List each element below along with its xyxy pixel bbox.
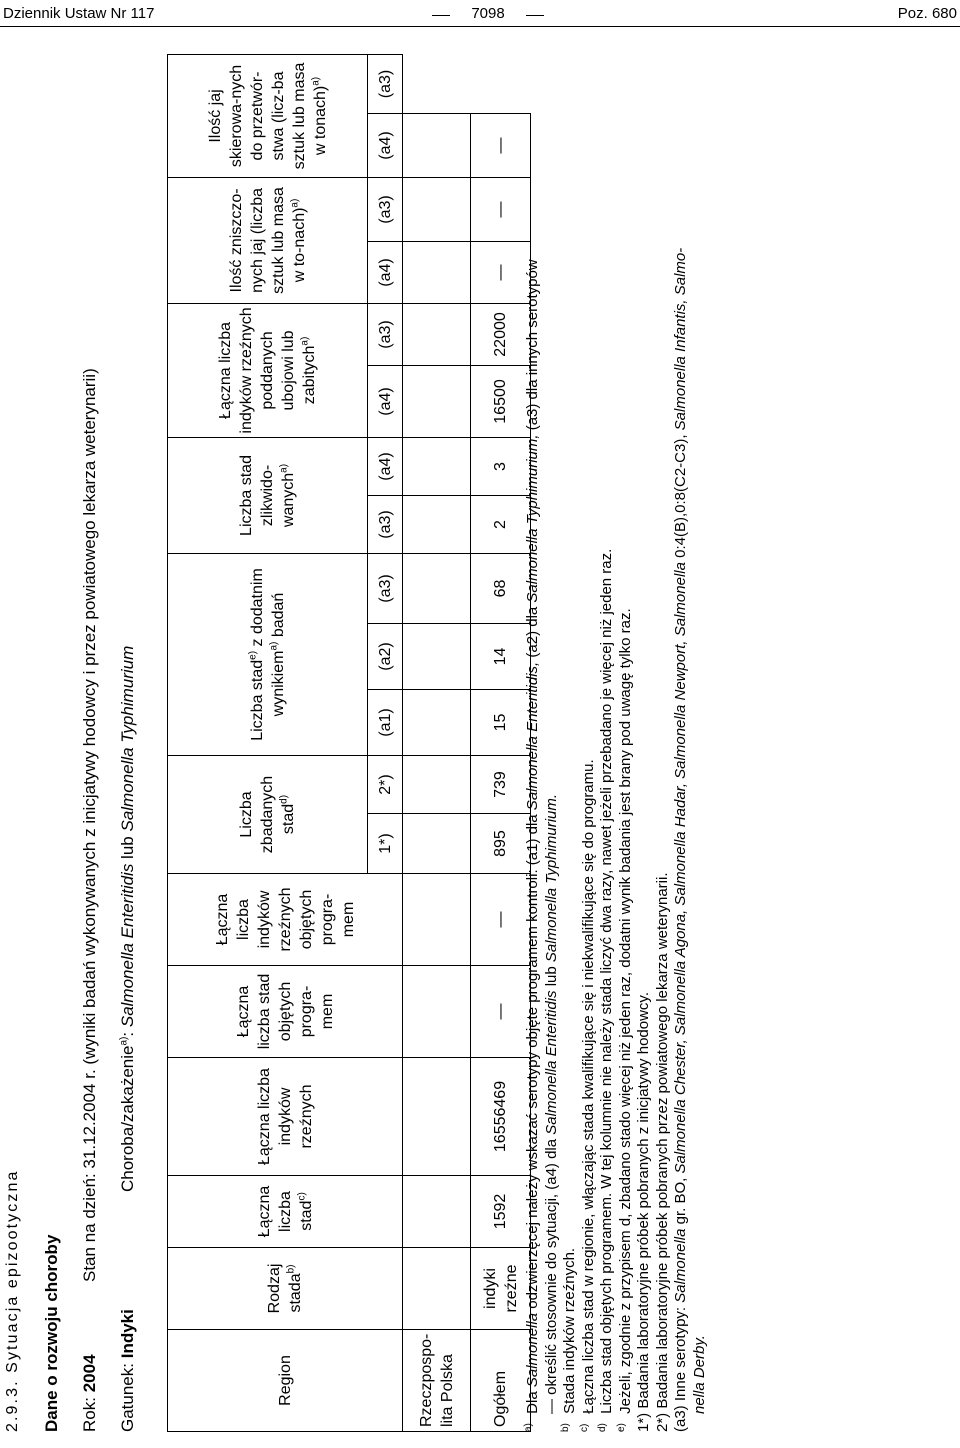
row-stad-objetych (403, 966, 471, 1058)
col-header-skierowanych: Ilość jaj skierowa-nych do przetwór-stwa (licz-ba sztuk lub masa w tonach)$^{a)}$ (168, 55, 368, 178)
section-title: 2.9.3. Sytuacja epizootyczna (4, 1169, 21, 1432)
row-indykow-objetych: — (471, 874, 531, 966)
header-rule (0, 26, 960, 27)
row-region: Ogółem (471, 1330, 531, 1432)
row-region: Rzeczpospo-lita Polska (403, 1330, 471, 1432)
header-row (168, 55, 368, 1432)
footnote-a3-continued: nella Derby. (690, 1335, 708, 1414)
position-number: Poz. 680 (897, 5, 957, 22)
subheader-cell: (a1) (368, 690, 403, 756)
section-subtitle: Dane o rozwoju choroby (42, 1234, 61, 1432)
status-text: Stan na dzień: 31.12.2004 r. (wyniki badań wykonywanych z inicjatywy hodowcy i przez powiatowego lekarza weterynarii) (80, 368, 99, 1282)
row-value: 739 (471, 756, 531, 814)
footnote-b: $^{b)}$ Stada indyków rzeźnych. (560, 1247, 578, 1432)
table-row (471, 55, 531, 1432)
row-value (403, 437, 471, 495)
journal-title: Dziennik Ustaw Nr 117 (3, 5, 155, 22)
subheader-cell: (a3) (368, 303, 403, 365)
subheader-cell: (a2) (368, 624, 403, 690)
row-value (403, 553, 471, 623)
footnote-1: 1*) Badania laboratoryjne próbek pobranych z inicjatywy hodowcy. (635, 992, 652, 1432)
row-value (403, 495, 471, 553)
footnote-d: $^{d)}$ Liczba stad objętych programem. W tej kolumnie nie należy stada liczyć dwa razy, nawet jeżeli przebadano je więcej niż jeden raz. (597, 548, 615, 1432)
row-rodzaj (403, 1248, 471, 1330)
running-header (0, 0, 960, 26)
disease-label: Choroba/zakażenie (118, 1045, 137, 1192)
row-value (403, 690, 471, 756)
footnote-a3: (a3) Inne serotypy: Salmonella gr. BO, Salmonella Chester, Salmonella Agona, Salmonella Hadar, Salmonella Newport, Salmonella 0:4(B),0:8(C2-C3), Salmonella Infantis, Salmo- (672, 247, 689, 1432)
row-indykow-objetych (403, 874, 471, 966)
footnote-a: $^{a)}$ Dla Salmonella odzwierzęcej należy wskazać serotypy objęte programem kontroli: (a1) dla Salmonella Enteritidis, (a2) dla Salmonella Typhimurium, (a3) dla innych serotypów (523, 259, 541, 1432)
disease-name-2: Salmonella Typhimurium (118, 645, 137, 832)
row-value: 2 (471, 495, 531, 553)
row-value: 16500 (471, 365, 531, 437)
subheader-cell: 1*) (368, 814, 403, 874)
row-value: 3 (471, 437, 531, 495)
subheader-cell: (a4) (368, 365, 403, 437)
col-header-stad-objetych: Łączna liczba stad objętych progra-mem (168, 966, 403, 1058)
row-laczna-stad (403, 1176, 471, 1248)
row-value (403, 814, 471, 874)
row-laczna-indykow (403, 1058, 471, 1176)
row-value (403, 624, 471, 690)
year-line: Rok: 2004Stan na dzień: 31.12.2004 r. (wyniki badań wykonywanych z inicjatywy hodowcy i przez powiatowego lekarza weterynarii) (80, 368, 99, 1432)
disease-name-1: Salmonella Enteritidis (118, 863, 137, 1028)
footnotes (524, 54, 709, 1432)
col-header-laczna-indykow: Łączna liczba indyków rzeźnych (168, 1058, 403, 1176)
col-header-indykow-objetych: Łączna liczba indyków rzeźnych objętych progra-mem (168, 874, 403, 966)
row-value: 68 (471, 553, 531, 623)
species-value: Indyki (118, 1309, 137, 1359)
row-laczna-indykow: 16556469 (471, 1058, 531, 1176)
col-header-rodzaj: Rodzaj stada$^{b)}$ (168, 1248, 403, 1330)
subheader-cell: (a4) (368, 113, 403, 177)
row-value: — (471, 241, 531, 303)
row-stad-objetych: — (471, 966, 531, 1058)
col-header-laczna-stad: Łączna liczba stad$^{c)}$ (168, 1176, 403, 1248)
subheader-cell: (a3) (368, 553, 403, 623)
subheader-cell: 2*) (368, 756, 403, 814)
footnote-2: 2*) Badania laboratoryjne próbek pobranych przez powiatowego lekarza weterynarii. (653, 872, 671, 1432)
col-header-region: Region (168, 1330, 403, 1432)
subheader-cell: (a3) (368, 177, 403, 241)
row-value (403, 365, 471, 437)
row-value: 14 (471, 624, 531, 690)
page-number: 7098 (436, 5, 540, 22)
col-header-zniszczonych: Ilość zniszczo-nych jaj (liczba sztuk lub masa w to-nach)$^{a)}$ (168, 177, 368, 303)
row-value (403, 756, 471, 814)
row-value: 22000 (471, 303, 531, 365)
row-value (403, 113, 471, 177)
table-row (403, 55, 471, 1432)
col-header-zlikwidowanych: Liczba stad zlikwido-wanych$^{a)}$ (168, 437, 368, 553)
row-value (403, 241, 471, 303)
row-value: — (471, 177, 531, 241)
data-table (167, 54, 531, 1432)
subheader-cell: (a4) (368, 437, 403, 495)
row-value (403, 177, 471, 241)
species-line: Gatunek: IndykiChoroba/zakażenie$^{a)}$: Salmonella Enteritidis lub Salmonella Typhimurium (118, 645, 137, 1432)
row-value: 15 (471, 690, 531, 756)
col-header-ubojowi: Łączna liczba indyków rzeźnych poddanych ubojowi lub zabitych$^{a)}$ (168, 303, 368, 437)
subheader-cell: (a4) (368, 241, 403, 303)
year-value: 2004 (80, 1354, 99, 1393)
row-value: 895 (471, 814, 531, 874)
col-header-dodatnich: Liczba stad$^{e)}$ z dodatnim wynikiem$^{a)}$ badań (168, 553, 368, 755)
row-value: — (471, 113, 531, 177)
row-laczna-stad: 1592 (471, 1176, 531, 1248)
footnote-e: $^{e)}$ Jeżeli, zgodnie z przypisem d, zbadano stado więcej niż jeden raz, dodatni wynik badania jest brany pod uwagę tylko raz. (615, 608, 634, 1432)
subheader-cell: (a3) (368, 495, 403, 553)
landscape-content (0, 38, 960, 1448)
col-header-zbadanych: Liczba zbadanych stad$^{d)}$ (168, 756, 368, 874)
footnote-c: $^{c)}$ Łączna liczba stad w regionie, włączając stada kwalifikujące się i niekwalifikujące się do programu. (578, 759, 597, 1432)
row-value (403, 303, 471, 365)
subheader-cell: (a3) (368, 55, 403, 114)
footnote-a-continued: — określić stosownie do sytuacji, (a4) dla Salmonella Enteritidis lub Salmonella Typhimurium. (542, 793, 560, 1414)
row-rodzaj: indyki rzeźne (471, 1248, 531, 1330)
